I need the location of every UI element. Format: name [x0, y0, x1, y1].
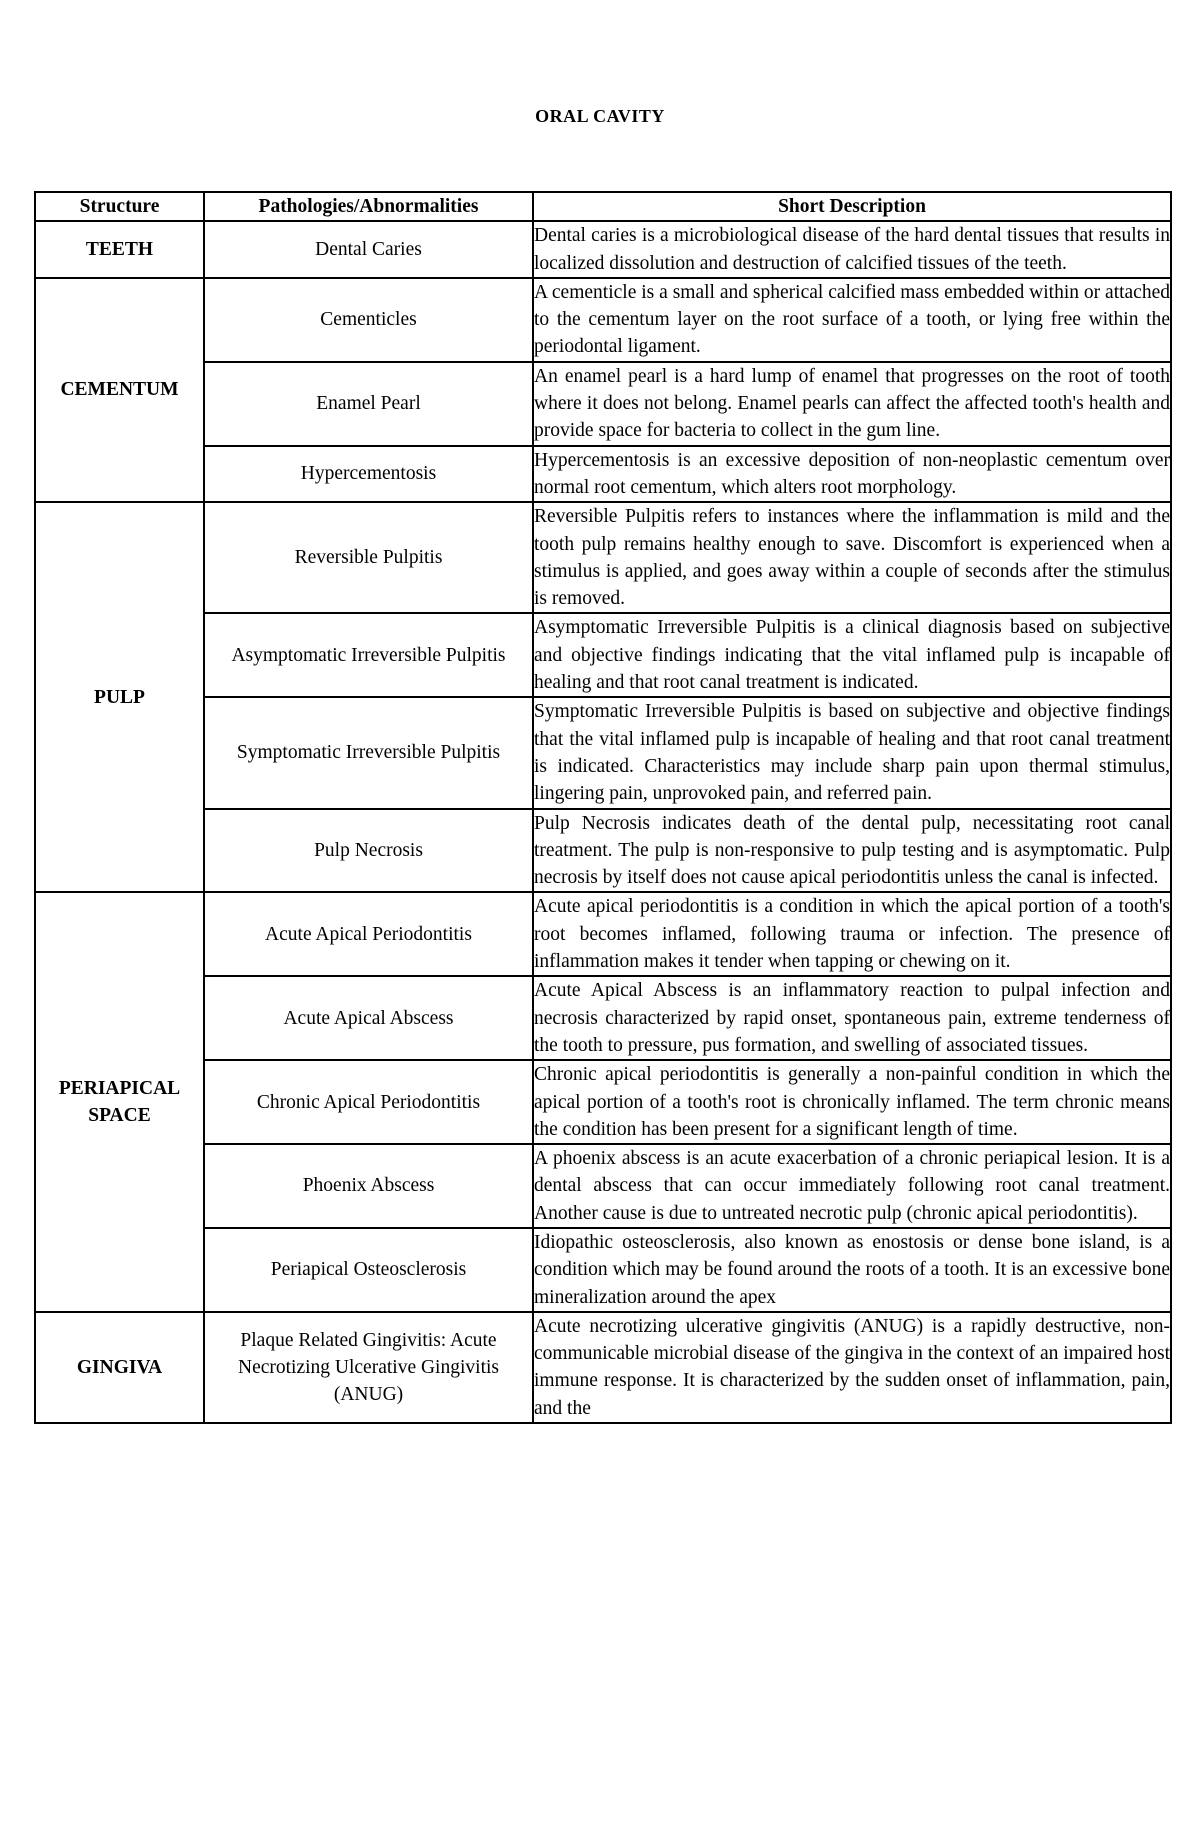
- pathology-cell: Acute Apical Abscess: [204, 976, 533, 1060]
- table-row: [35, 502, 1171, 613]
- table-row: [35, 446, 1171, 503]
- table-row: [35, 613, 1171, 697]
- description-cell: A cementicle is a small and spherical calcified mass embedded within or attached to the cementum layer on the root surface of a tooth, or lying free within the periodontal ligament.: [533, 278, 1171, 362]
- pathology-cell: Enamel Pearl: [204, 362, 533, 446]
- structure-cell-teeth: TEETH: [35, 221, 204, 278]
- description-cell: Idiopathic osteosclerosis, also known as enostosis or dense bone island, is a condition which may be found around the roots of a tooth. It is an excessive bone mineralization around the apex: [533, 1228, 1171, 1312]
- structure-cell-cementum: CEMENTUM: [35, 278, 204, 502]
- description-cell: Acute necrotizing ulcerative gingivitis (ANUG) is a rapidly destructive, non-communicable microbial disease of the gingiva in the context of an impaired host immune response. It is characterized by the sudden onset of inflammation, pain, and the: [533, 1312, 1171, 1423]
- header-structure: Structure: [35, 192, 204, 221]
- header-pathology: Pathologies/Abnormalities: [204, 192, 533, 221]
- pathology-cell: Asymptomatic Irreversible Pulpitis: [204, 613, 533, 697]
- pathology-cell: Periapical Osteosclerosis: [204, 1228, 533, 1312]
- pathology-cell: Cementicles: [204, 278, 533, 362]
- table-row: [35, 362, 1171, 446]
- pathology-cell: Symptomatic Irreversible Pulpitis: [204, 697, 533, 808]
- description-cell: Pulp Necrosis indicates death of the dental pulp, necessitating root canal treatment. The pulp is non-responsive to pulp testing and is asymptomatic. Pulp necrosis by itself does not cause apical periodontitis unless the canal is infected.: [533, 809, 1171, 893]
- table-row: [35, 1228, 1171, 1312]
- header-row: [35, 192, 1171, 221]
- description-cell: Chronic apical periodontitis is generally a non-painful condition in which the apical portion of a tooth's root is chronically inflamed. The term chronic means the condition has been present for a significant length of time.: [533, 1060, 1171, 1144]
- pathology-cell: Pulp Necrosis: [204, 809, 533, 893]
- description-cell: Dental caries is a microbiological disease of the hard dental tissues that results in localized dissolution and destruction of calcified tissues of the teeth.: [533, 221, 1171, 278]
- description-cell: Asymptomatic Irreversible Pulpitis is a clinical diagnosis based on subjective and objective findings indicating that the vital inflamed pulp is incapable of healing and that root canal treatment is indicated.: [533, 613, 1171, 697]
- description-cell: Reversible Pulpitis refers to instances where the inflammation is mild and the tooth pulp remains healthy enough to save. Discomfort is experienced when a stimulus is applied, and goes away within a couple of seconds after the stimulus is removed.: [533, 502, 1171, 613]
- table-row: [35, 892, 1171, 976]
- table-row: [35, 1060, 1171, 1144]
- page-title: ORAL CAVITY: [535, 106, 665, 126]
- table-row: [35, 1144, 1171, 1228]
- description-cell: A phoenix abscess is an acute exacerbation of a chronic periapical lesion. It is a dental abscess that can occur immediately following root canal treatment. Another cause is due to untreated necrotic pulp (chronic apical periodontitis).: [533, 1144, 1171, 1228]
- pathology-cell: Reversible Pulpitis: [204, 502, 533, 613]
- description-cell: Symptomatic Irreversible Pulpitis is based on subjective and objective findings that the vital inflamed pulp is incapable of healing and that root canal treatment is indicated. Characteristics may include sharp pain upon thermal stimulus, lingering pain, unprovoked pain, and referred pain.: [533, 697, 1171, 808]
- description-cell: Acute Apical Abscess is an inflammatory reaction to pulpal infection and necrosis characterized by rapid onset, spontaneous pain, extreme tenderness of the tooth to pressure, pus formation, and swelling of associated tissues.: [533, 976, 1171, 1060]
- structure-cell-gingiva: GINGIVA: [35, 1312, 204, 1423]
- table-row: [35, 221, 1171, 278]
- structure-cell-periapical-space: PERIAPICAL SPACE: [35, 892, 204, 1311]
- table-row: [35, 278, 1171, 362]
- pathology-table: [34, 191, 1172, 1424]
- structure-cell-pulp: PULP: [35, 502, 204, 892]
- pathology-cell: Dental Caries: [204, 221, 533, 278]
- table-row: [35, 1312, 1171, 1423]
- table-row: [35, 976, 1171, 1060]
- pathology-cell: Acute Apical Periodontitis: [204, 892, 533, 976]
- pathology-cell: Chronic Apical Periodontitis: [204, 1060, 533, 1144]
- pathology-cell: Phoenix Abscess: [204, 1144, 533, 1228]
- table-row: [35, 697, 1171, 808]
- pathology-cell: Hypercementosis: [204, 446, 533, 503]
- description-cell: Hypercementosis is an excessive deposition of non-neoplastic cementum over normal root cementum, which alters root morphology.: [533, 446, 1171, 503]
- header-description: Short Description: [533, 192, 1171, 221]
- description-cell: An enamel pearl is a hard lump of enamel that progresses on the root of tooth where it does not belong. Enamel pearls can affect the affected tooth's health and provide space for bacteria to collect in the gum line.: [533, 362, 1171, 446]
- table-row: [35, 809, 1171, 893]
- pathology-cell: Plaque Related Gingivitis: Acute Necrotizing Ulcerative Gingivitis (ANUG): [204, 1312, 533, 1423]
- description-cell: Acute apical periodontitis is a condition in which the apical portion of a tooth's root becomes inflamed, following trauma or infection. The presence of inflammation makes it tender when tapping or chewing on it.: [533, 892, 1171, 976]
